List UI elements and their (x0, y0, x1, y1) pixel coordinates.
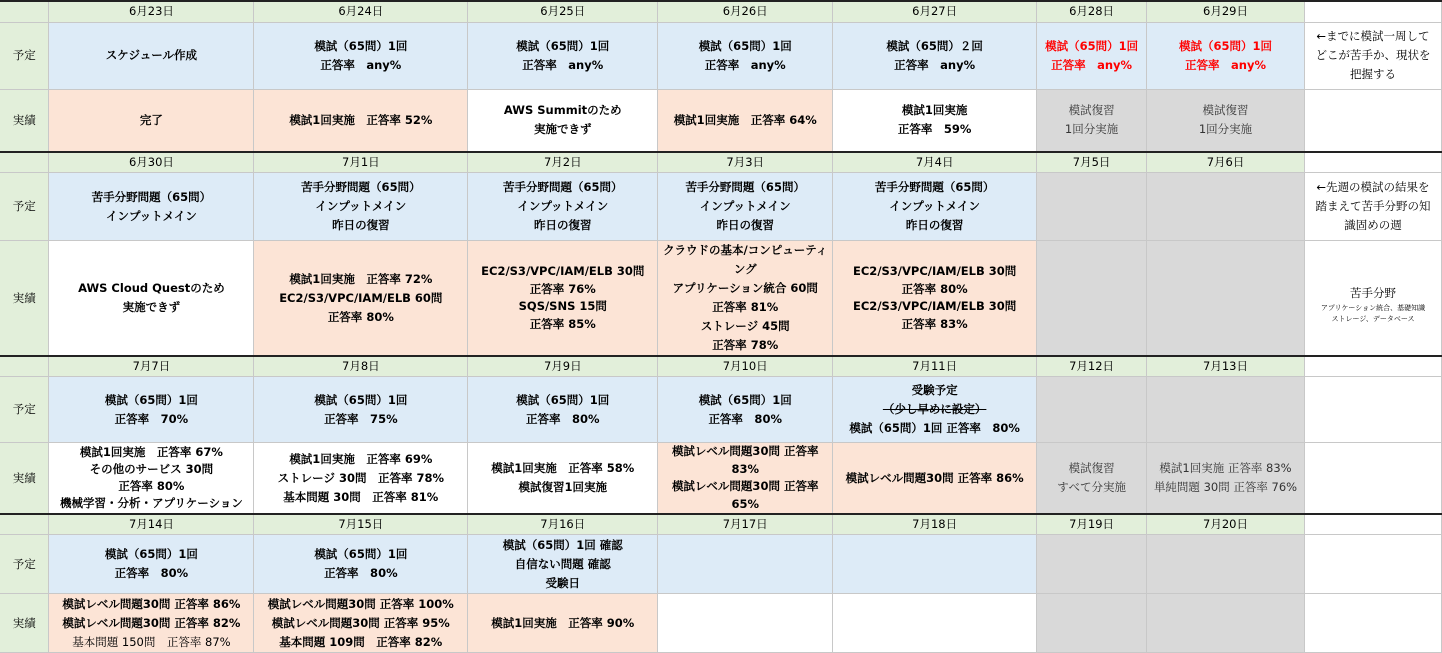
cell-line: 模試（65問）２回 (886, 38, 983, 53)
cell-line: ストレージ 30問 正答率 78% (277, 470, 444, 485)
actual-cell[interactable] (254, 241, 468, 357)
cell-line: すべて分実施 (1057, 480, 1126, 494)
date-cell[interactable]: 7月1日 (254, 152, 468, 173)
actual-row (0, 89, 1442, 152)
date-cell[interactable]: 6月25日 (468, 1, 658, 22)
plan-cell[interactable] (49, 377, 254, 443)
cell-line: 正答率 any% (894, 57, 976, 72)
cell-line: 実施できず (534, 122, 592, 137)
cell-line: 正答率 80% (114, 566, 189, 580)
cell-line: 苦手分野問題（65問） (685, 180, 805, 194)
cell-line: 自信ない問題 確認 (514, 556, 611, 571)
date-cell[interactable]: 6月24日 (254, 1, 468, 22)
cell-line: 模試（65問）1回 (314, 392, 408, 407)
actual-cell[interactable] (1147, 443, 1305, 515)
actual-cell[interactable] (468, 594, 658, 653)
note-cell[interactable] (1304, 173, 1441, 241)
cell-line: 模試（65問）1回 (314, 547, 408, 561)
cell-line: 正答率 75% (324, 411, 398, 426)
note-cell[interactable] (1304, 443, 1441, 515)
note-cell[interactable] (1304, 152, 1441, 173)
date-cell[interactable]: 6月28日 (1037, 1, 1147, 22)
note-cell[interactable] (1304, 377, 1441, 443)
actual-cell[interactable] (49, 241, 254, 357)
date-cell[interactable]: 7月5日 (1037, 152, 1147, 173)
cell-line: スケジュール作成 (105, 48, 198, 62)
cell-line: 正答率 85% (529, 316, 596, 331)
actual-cell[interactable] (1037, 89, 1147, 152)
cell-line: 正答率 any% (704, 57, 786, 72)
note-cell[interactable] (1304, 514, 1441, 535)
note-line: アプリケーション統合、基礎知識 (1320, 303, 1426, 312)
date-cell[interactable]: 7月4日 (833, 152, 1037, 173)
note-cell[interactable] (1304, 89, 1441, 152)
date-cell[interactable]: 7月14日 (49, 514, 254, 535)
plan-cell[interactable] (49, 535, 254, 594)
date-cell[interactable]: 7月2日 (468, 152, 658, 173)
cell-line: SQS/SNS 15問 (518, 299, 607, 313)
note-line: ←先週の模試の結果を (1316, 180, 1430, 194)
cell-line: EC2/S3/VPC/IAM/ELB 30問 (481, 264, 645, 278)
plan-cell[interactable] (1037, 377, 1147, 443)
cell-line: EC2/S3/VPC/IAM/ELB 30問 (853, 264, 1017, 278)
row-label-actual[interactable]: 実績 (0, 443, 49, 515)
date-cell[interactable]: 7月13日 (1147, 356, 1305, 377)
note-cell[interactable] (1304, 1, 1441, 22)
cell-line (49, 444, 253, 461)
cell-line: 模試レベル問題30問 正答率 (671, 444, 819, 458)
plan-cell[interactable] (49, 173, 254, 241)
cell-line: 83% (731, 461, 759, 476)
cell-line: 模試復習 (1202, 103, 1249, 118)
actual-cell[interactable] (1147, 89, 1305, 152)
cell-line: 模試（65問）1回 (314, 38, 408, 53)
actual-cell[interactable] (468, 443, 658, 515)
plan-cell[interactable] (658, 173, 833, 241)
row-label-plan[interactable]: 予定 (0, 173, 49, 241)
actual-cell[interactable] (658, 594, 833, 653)
cell-line: インプットメイン (699, 199, 791, 213)
cell-line: 基本問題 30問 正答率 81% (283, 489, 439, 504)
cell-line: 正答率 59% (897, 122, 972, 137)
row-label-plan[interactable]: 予定 (0, 377, 49, 443)
cell-line: 模試（65問）1回 正答率 80% (849, 421, 1020, 435)
actual-cell[interactable] (658, 443, 833, 515)
cell-line: 正答率 80% (327, 309, 394, 324)
cell-line: EC2/S3/VPC/IAM/ELB 60問 (279, 290, 443, 305)
plan-row (0, 173, 1442, 241)
date-cell[interactable]: 6月30日 (49, 152, 254, 173)
actual-cell[interactable] (1147, 594, 1305, 653)
actual-cell[interactable] (1147, 241, 1305, 357)
cell-line: 苦手分野問題（65問） (91, 189, 212, 204)
cell-line: 正答率 80% (901, 281, 968, 296)
cell-line: 正答率 any% (522, 57, 604, 72)
date-cell[interactable]: 7月16日 (468, 514, 658, 535)
plan-cell[interactable] (468, 173, 658, 241)
actual-cell[interactable] (1037, 594, 1147, 653)
date-cell[interactable]: 7月10日 (658, 356, 833, 377)
actual-cell[interactable] (468, 89, 658, 152)
cell-line: 機械学習・分析・アプリケーション (59, 496, 243, 510)
cell-line: 模試レベル問題30問 正答率 82% (62, 615, 241, 630)
plan-cell[interactable] (1037, 22, 1147, 89)
plan-cell[interactable] (468, 377, 658, 443)
date-cell[interactable]: 7月7日 (49, 356, 254, 377)
plan-cell[interactable] (1147, 377, 1305, 443)
cell-line: 正答率 83% (901, 316, 968, 331)
note-line: どこが苦手か、現状を (1315, 48, 1431, 62)
note-cell[interactable] (1304, 594, 1441, 653)
row-label-plan[interactable]: 予定 (0, 22, 49, 89)
date-row (0, 514, 1442, 535)
plan-cell[interactable] (1037, 535, 1147, 594)
actual-cell[interactable] (254, 594, 468, 653)
plan-cell[interactable] (254, 535, 468, 594)
cell-line: 模試（65問）1回 (698, 392, 792, 407)
actual-cell[interactable] (254, 89, 468, 152)
actual-cell[interactable] (254, 443, 468, 515)
note-cell[interactable] (1304, 356, 1441, 377)
plan-cell[interactable] (254, 173, 468, 241)
cell-line: EC2/S3/VPC/IAM/ELB 30問 (853, 299, 1017, 313)
note-line: 踏まえて苦手分野の知 (1315, 199, 1431, 213)
cell-line: 基本問題 150問 正答率 87% (72, 634, 231, 649)
date-cell[interactable]: 7月20日 (1147, 514, 1305, 535)
cell-line: 苦手分野問題（65問） (301, 180, 421, 194)
cell-line: 受験予定 (911, 383, 958, 397)
cell-line: 完了 (139, 112, 163, 127)
note-cell[interactable] (1304, 535, 1441, 594)
cell-line: 1回分実施 (1064, 122, 1119, 137)
cell-line: クラウドの基本/コンピューティング (663, 243, 828, 276)
note-line: ストレージ、データベース (1331, 314, 1415, 323)
actual-cell[interactable] (49, 443, 254, 515)
plan-row (0, 377, 1442, 443)
cell-line: 模試（65問）1回 (698, 38, 792, 53)
cell-line: 模試（65問）1回 (516, 38, 610, 53)
plan-cell[interactable] (49, 22, 254, 89)
cell-line: 正答率 76% (529, 281, 596, 296)
actual-cell[interactable] (833, 594, 1037, 653)
cell-line: 正答率 any% (1051, 57, 1133, 72)
plan-cell[interactable] (1147, 22, 1305, 89)
row-header-cell[interactable] (0, 356, 49, 377)
date-cell[interactable]: 6月23日 (49, 1, 254, 22)
cell-line: AWS Cloud Questのため (78, 281, 225, 295)
plan-cell[interactable] (658, 535, 833, 594)
actual-cell[interactable] (658, 241, 833, 357)
cell-line: 模試1回実施 正答率 58% (491, 461, 635, 475)
actual-cell[interactable] (1037, 443, 1147, 515)
cell-line: 模試レベル問題30問 正答率 86% (62, 596, 241, 611)
actual-row (0, 241, 1442, 357)
cell-line: 基本問題 109問 正答率 82% (279, 634, 443, 649)
plan-cell[interactable] (1147, 173, 1305, 241)
plan-cell[interactable] (833, 173, 1037, 241)
cell-line: 昨日の復習 (332, 218, 390, 232)
plan-cell[interactable] (468, 535, 658, 594)
cell-line: その他のサービス 30問 (89, 462, 214, 476)
row-header-cell[interactable] (0, 514, 49, 535)
cell-line: 正答率 any% (1185, 57, 1266, 72)
cell-line: インプットメイン (105, 208, 197, 223)
cell-line: 正答率 78% (712, 338, 779, 352)
cell-line: 模試1回実施 正答率 90% (491, 615, 635, 630)
cell-line: 実施できず (122, 300, 181, 314)
cell-line: 模試復習1回実施 (518, 480, 608, 494)
plan-cell[interactable] (833, 377, 1037, 443)
cell-line: 模試（65問）1回 (104, 547, 198, 561)
cell-line: 模試復習 (1068, 461, 1115, 475)
cell-line: 昨日の復習 (534, 218, 592, 232)
cell-line: 模試（65問）1回 (1045, 38, 1139, 53)
actual-row (0, 443, 1442, 515)
plan-row (0, 22, 1442, 89)
actual-cell[interactable] (658, 89, 833, 152)
row-label-actual[interactable]: 実績 (0, 241, 49, 357)
cell-line: 模試1回実施 正答率 83% (1159, 461, 1292, 475)
date-row (0, 356, 1442, 377)
cell-line: 模試レベル問題30問 正答率 86% (845, 470, 1024, 485)
plan-cell[interactable] (254, 377, 468, 443)
date-cell[interactable]: 7月19日 (1037, 514, 1147, 535)
plan-cell[interactable] (1037, 173, 1147, 241)
date-row (0, 1, 1442, 22)
cell-line: 正答率 81% (712, 300, 779, 314)
date-cell[interactable]: 7月17日 (658, 514, 833, 535)
plan-cell[interactable] (468, 22, 658, 89)
row-label-actual[interactable]: 実績 (0, 594, 49, 653)
cell-text: 模試1回実施 正答率 67% (79, 445, 223, 459)
cell-line: ストレージ 45問 (700, 319, 790, 333)
note-cell[interactable] (1304, 241, 1441, 357)
cell-line: 昨日の復習 (905, 218, 964, 232)
cell-line: 模試1回実施 正答率 52% (289, 112, 433, 127)
note-cell[interactable] (1304, 22, 1441, 89)
cell-line: アプリケーション統合 60問 (672, 281, 818, 295)
date-cell[interactable]: 7月6日 (1147, 152, 1305, 173)
date-cell[interactable]: 7月8日 (254, 356, 468, 377)
actual-cell[interactable] (1037, 241, 1147, 357)
cell-line: 苦手分野問題（65問） (503, 180, 623, 194)
row-header-cell[interactable] (0, 1, 49, 22)
cell-line: （少し早めに設定） (882, 402, 987, 416)
date-cell[interactable]: 7月12日 (1037, 356, 1147, 377)
cell-line: 模試1回実施 (901, 103, 968, 118)
cell-line: 正答率 70% (114, 411, 189, 426)
actual-cell[interactable] (49, 89, 254, 152)
note-line: 把握する (1349, 67, 1396, 81)
date-cell[interactable]: 6月29日 (1147, 1, 1305, 22)
cell-line: 苦手分野問題（65問） (874, 180, 995, 194)
cell-line: 単純問題 30問 正答率 76% (1153, 480, 1298, 494)
plan-cell[interactable] (658, 22, 833, 89)
cell-line: 正答率 any% (320, 57, 402, 72)
cell-line: 模試1回実施 正答率 64% (673, 112, 817, 127)
cell-line: 1回分実施 (1198, 122, 1253, 137)
date-cell[interactable]: 6月27日 (833, 1, 1037, 22)
actual-cell[interactable] (833, 443, 1037, 515)
cell-line: 模試1回実施 正答率 69% (289, 451, 433, 466)
date-cell[interactable]: 7月18日 (833, 514, 1037, 535)
actual-cell[interactable] (833, 241, 1037, 357)
cell-line: 模試1回実施 正答率 72% (289, 271, 433, 286)
cell-line: 模試（65問）1回 (1179, 38, 1273, 53)
cell-line: インプットメイン (517, 199, 609, 213)
note-line: ←までに模試一周して (1316, 29, 1430, 43)
plan-cell[interactable] (833, 22, 1037, 89)
date-cell[interactable]: 7月9日 (468, 356, 658, 377)
note-line: 苦手分野 (1349, 285, 1396, 300)
plan-row (0, 535, 1442, 594)
note-line: 識固めの週 (1344, 218, 1402, 232)
cell-line: 模試（65問）1回 (104, 392, 198, 407)
date-cell[interactable]: 7月3日 (658, 152, 833, 173)
row-label-actual[interactable]: 実績 (0, 89, 49, 152)
cell-line: 正答率 80% (324, 566, 398, 580)
cell-line: 正答率 80% (526, 411, 600, 426)
plan-cell[interactable] (1147, 535, 1305, 594)
cell-line: 正答率 80% (118, 479, 185, 493)
cell-line: 昨日の復習 (716, 218, 774, 232)
actual-row (0, 594, 1442, 653)
actual-cell[interactable] (468, 241, 658, 357)
date-row (0, 152, 1442, 173)
actual-cell[interactable] (49, 594, 254, 653)
plan-cell[interactable] (254, 22, 468, 89)
date-cell[interactable]: 6月26日 (658, 1, 833, 22)
cell-line: 受験日 (545, 575, 581, 590)
cell-line: 模試レベル問題30問 正答率 (671, 479, 819, 493)
cell-line: インプットメイン (889, 199, 981, 213)
cell-line: インプットメイン (315, 199, 407, 213)
cell-line: 正答率 80% (708, 411, 782, 426)
plan-cell[interactable] (658, 377, 833, 443)
cell-line: AWS Summitのため (503, 103, 622, 118)
cell-line: 模試レベル問題30問 正答率 95% (271, 615, 450, 630)
cell-line: 65% (731, 496, 759, 511)
date-cell[interactable]: 7月11日 (833, 356, 1037, 377)
cell-line: 模試レベル問題30問 正答率 100% (267, 596, 454, 611)
plan-cell[interactable] (833, 535, 1037, 594)
row-label-plan[interactable]: 予定 (0, 535, 49, 594)
cell-line: 模試（65問）1回 (516, 392, 610, 407)
actual-cell[interactable] (833, 89, 1037, 152)
cell-line: 模試（65問）1回 確認 (502, 537, 623, 552)
date-cell[interactable]: 7月15日 (254, 514, 468, 535)
row-header-cell[interactable] (0, 152, 49, 173)
cell-line: 模試復習 (1068, 103, 1115, 118)
